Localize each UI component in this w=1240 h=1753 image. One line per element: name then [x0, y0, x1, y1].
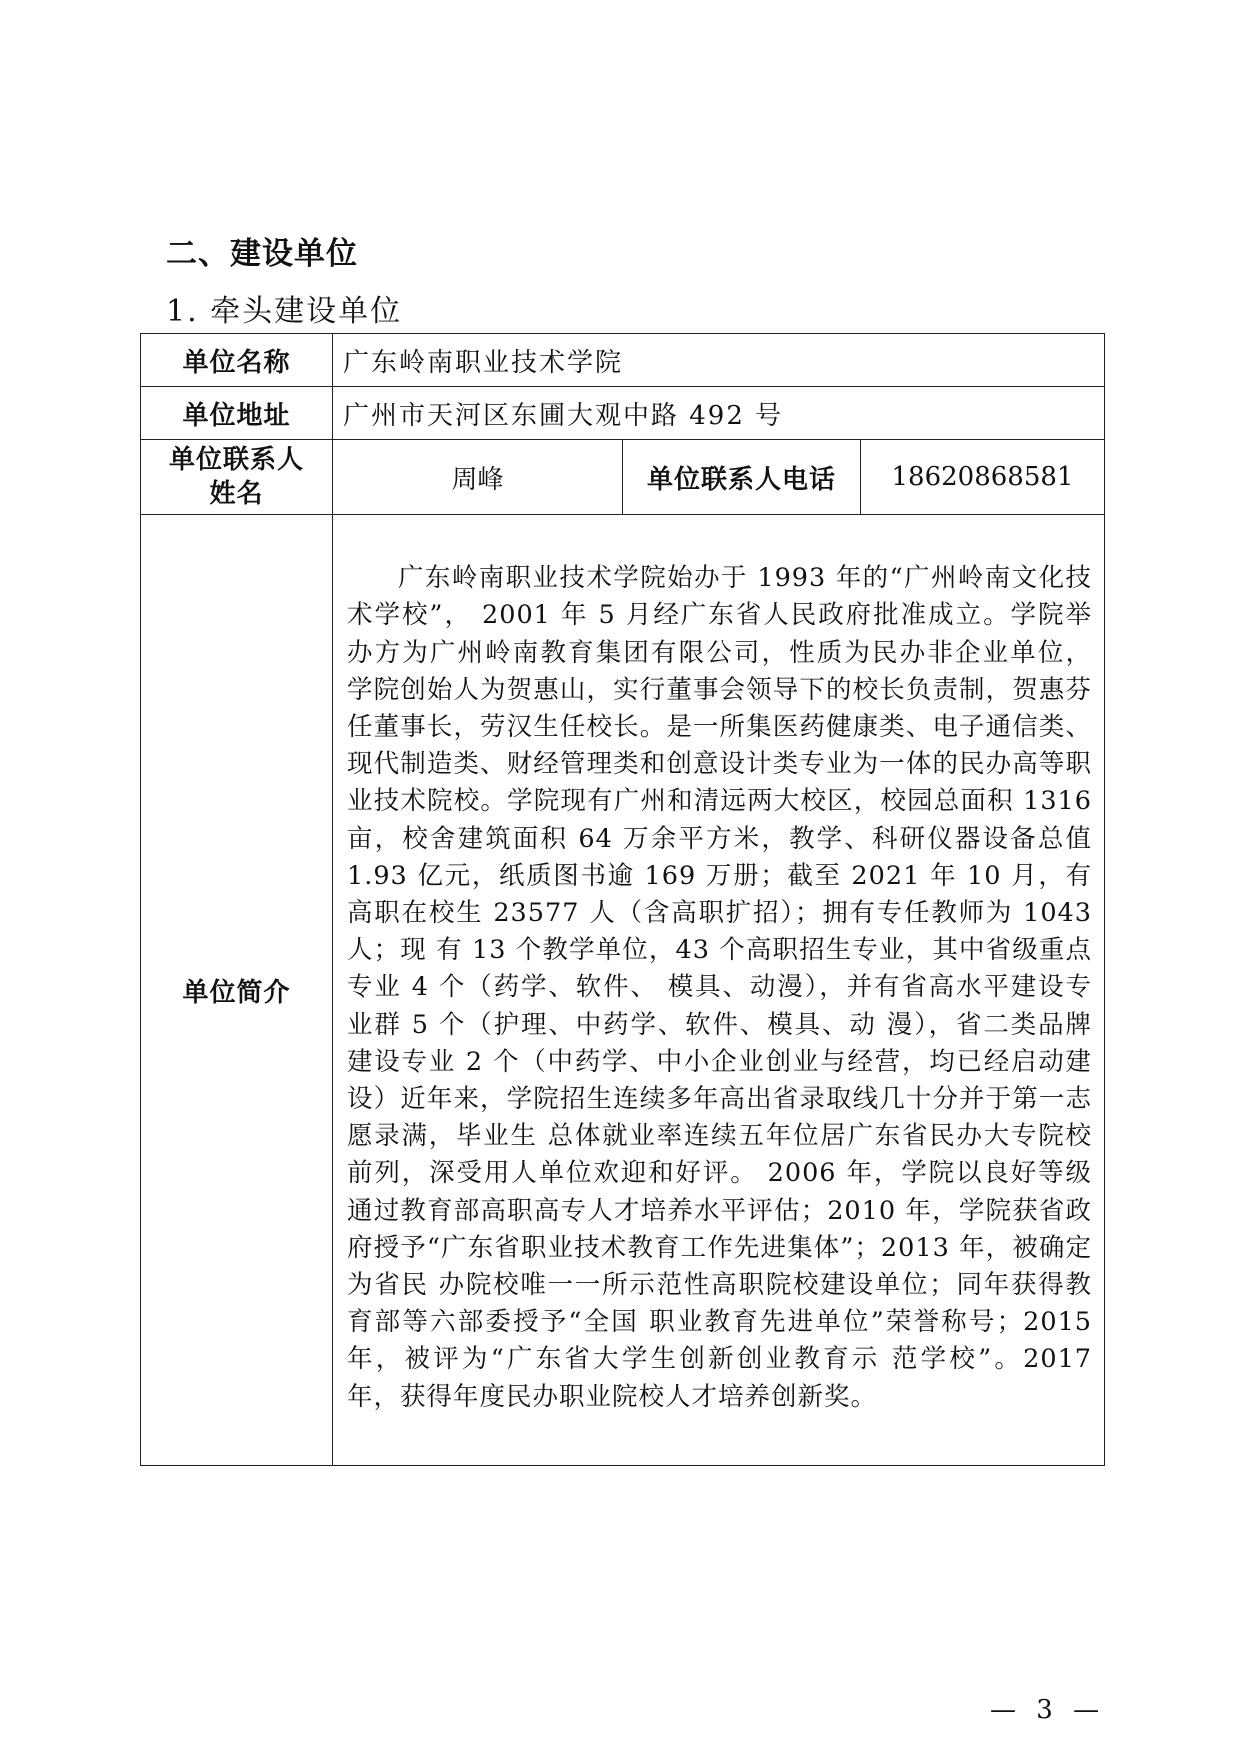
intro-text: 广东岭南职业技术学院始办于 1993 年的“广州岭南文化技术学校”， 2001 年 5 月经广东省人民政府批准成立。学院举办方为广州岭南教育集团有限公司，性质为民办非企业单位， 学院创始人为贺惠山，实行董事会领导下的校长负责制，贺惠芬任董事长，劳汉生任校长。是一所集医药健康类、电子通信类、现代制造类、财经管理类和创意设计类专业为一体的民办高等职业技术院校。学院现有广州和清远两大校区，校园总面积 1316 亩，校舍建筑面积 64 万余平方米，教学、科研仪器设备总值 1.93 亿元，纸质图书逾 169 万册；截至 2021 年 10 月，有高职在校生 23577 人（含高职扩招）；拥有专任教师为 1043 人；现 有 13 个教学单位，43 个高职招生专业，其中省级重点专业 4 个（药学、软件、 模具、动漫），并有省高水平建设专业群 5 个（护理、中药学、软件、模具、动 漫），省二类品牌建设专业 2 个（中药学、中小企业创业与经营，均已经启动建 设）近年来，学院招生连续多年高出省录取线几十分并于第一志愿录满，毕业生 总体就业率连续五年位居广东省民办大专院校前列，深受用人单位欢迎和好评。 2006 年，学院以良好等级通过教育部高职高专人才培养水平评估；2010 年，学院获省政府授予“广东省职业技术教育工作先进集体”；2013 年，被确定为省民 办院校唯一一所示范性高职院校建设单位；同年获得教育部等六部委授予“全国 职业教育先进单位”荣誉称号；2015 年，被评为“广东省大学生创新创业教育示 范学校”。2017 年，获得年度民办职业院校人才培养创新奖。: [347, 563, 1093, 1412]
table-row: [141, 334, 1105, 387]
name-value: 广东岭南职业技术学院: [333, 334, 1105, 387]
table-row: [141, 440, 1105, 515]
intro-label: 单位简介: [141, 515, 333, 1466]
phone-value: 18620868581: [861, 440, 1105, 515]
intro-cell: [333, 515, 1105, 1466]
contact-label-line2: 姓名: [209, 479, 264, 509]
address-label: 单位地址: [141, 387, 333, 440]
page-number: — 3 —: [990, 1695, 1106, 1725]
table-row: [141, 387, 1105, 440]
name-label: 单位名称: [141, 334, 333, 387]
phone-label: 单位联系人电话: [623, 440, 861, 515]
contact-label-line1: 单位联系人: [168, 445, 304, 475]
subsection-title: 1. 牵头建设单位: [166, 294, 403, 329]
contact-name: 周峰: [333, 440, 623, 515]
unit-info-table: [140, 333, 1105, 1466]
contact-label: [141, 440, 333, 515]
table-row: [141, 515, 1105, 1466]
section-title: 二、建设单位: [166, 236, 358, 272]
address-value: 广州市天河区东圃大观中路 492 号: [333, 387, 1105, 440]
